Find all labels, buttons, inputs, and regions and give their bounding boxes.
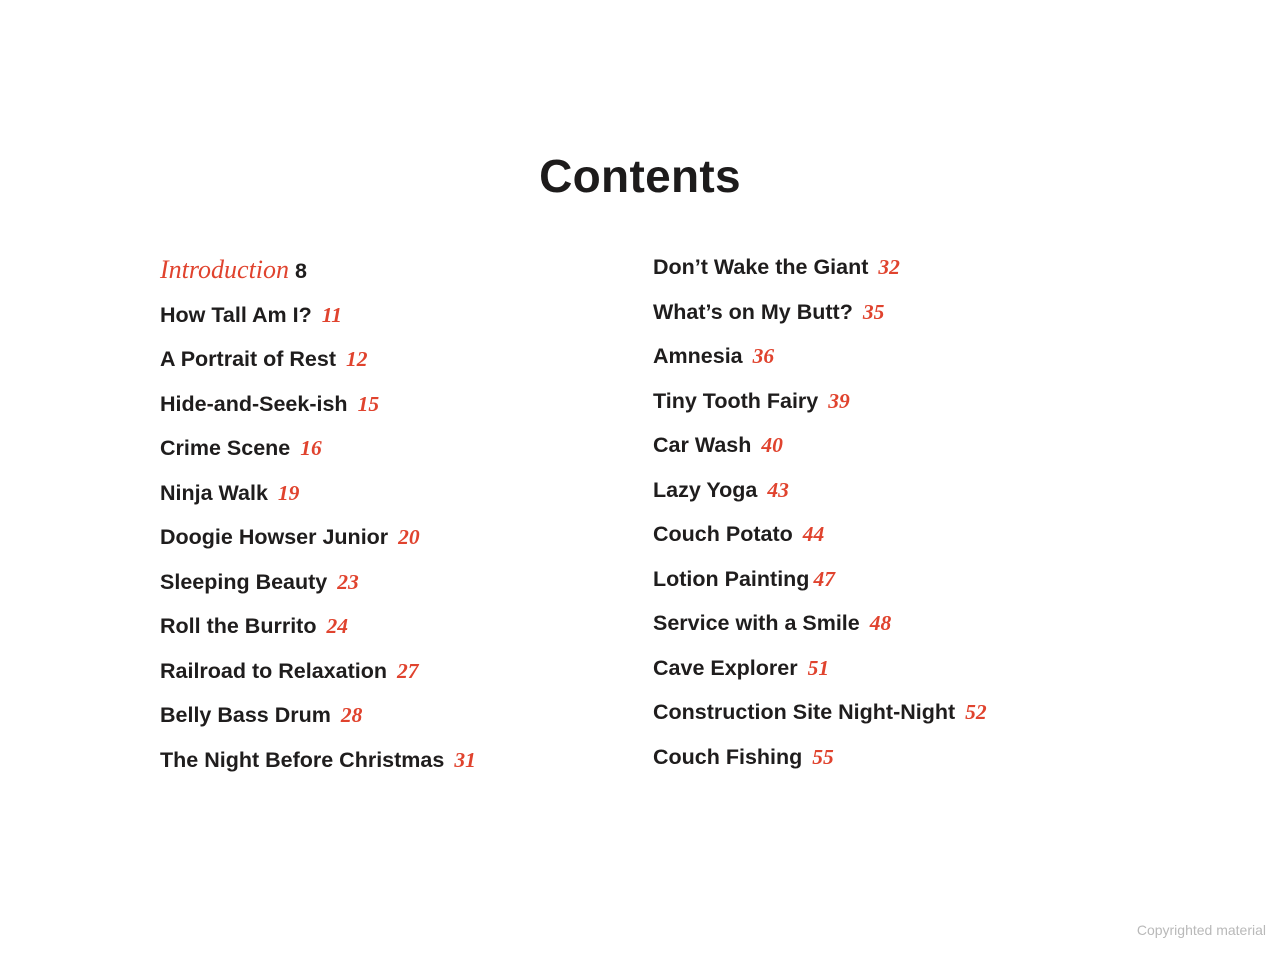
toc-entry-page: 19 (277, 480, 300, 505)
toc-entry (653, 601, 987, 646)
toc-entry (653, 690, 987, 735)
toc-entry-title: Don’t Wake the Giant (653, 255, 869, 279)
toc-entry-page: 27 (396, 658, 419, 683)
copyright-notice: Copyrighted material (1136, 922, 1266, 938)
toc-entry-page: 15 (357, 391, 380, 416)
toc-entry-title: Construction Site Night-Night (653, 700, 956, 724)
toc-entry-page: 51 (807, 655, 830, 680)
toc-entry-title: Couch Fishing (653, 744, 803, 769)
toc-entry (160, 738, 476, 783)
toc-entry-page: 55 (812, 744, 834, 769)
toc-entry (653, 646, 987, 691)
toc-entry-page: 36 (752, 344, 775, 368)
toc-entry-title: The Night Before Christmas (160, 747, 445, 772)
toc-entry-page: 43 (767, 477, 789, 502)
toc-entry-title: Introduction (160, 255, 290, 284)
toc-entry-page: 23 (337, 569, 359, 594)
toc-entry (160, 649, 476, 694)
toc-entry-title: Cave Explorer (653, 655, 798, 680)
toc-entry-title: Lazy Yoga (653, 477, 758, 502)
toc-entry (160, 382, 476, 427)
toc-entry-title: Ninja Walk (160, 480, 268, 505)
toc-entry (653, 423, 987, 468)
toc-entry (653, 557, 987, 602)
toc-entry (160, 604, 476, 649)
toc-entry-title: Roll the Burrito (160, 614, 317, 638)
toc-entry-page: 47 (813, 566, 835, 591)
toc-entry-title: Car Wash (653, 433, 752, 457)
toc-entry-title: Couch Potato (653, 522, 793, 546)
toc-entry-title: Hide-and-Seek-ish (160, 391, 348, 416)
toc-entry-title: Belly Bass Drum (160, 703, 331, 727)
toc-entry (160, 426, 476, 471)
toc-entry (653, 290, 987, 335)
toc-entry-page: 48 (869, 611, 892, 635)
toc-entry (653, 245, 987, 290)
toc-entry-title: Amnesia (653, 344, 743, 368)
toc-entry (653, 735, 987, 780)
toc-entry (653, 379, 987, 424)
toc-entry (653, 334, 987, 379)
toc-entry-page: 52 (965, 700, 987, 724)
toc-entry (160, 515, 476, 560)
toc-entry-title: Crime Scene (160, 436, 291, 460)
toc-entry-title: Service with a Smile (653, 611, 860, 635)
toc-entry (160, 693, 476, 738)
page-title: Contents (539, 150, 741, 202)
toc-entry-page: 12 (345, 347, 368, 371)
toc-entry (160, 471, 476, 516)
toc-entry-title: A Portrait of Rest (160, 347, 336, 371)
toc-entry-title: What’s on My Butt? (653, 299, 853, 324)
toc-entry-page: 16 (300, 436, 322, 460)
toc-entry-page: 8 (295, 259, 307, 283)
toc-column-left (160, 248, 476, 782)
toc-entry-page: 44 (802, 522, 825, 546)
toc-entry (653, 512, 987, 557)
toc-entry-page: 31 (454, 747, 476, 772)
toc-column-right (653, 245, 987, 779)
toc-entry-page: 28 (340, 703, 363, 727)
toc-entry-title: Railroad to Relaxation (160, 658, 387, 683)
toc-entry (653, 468, 987, 513)
toc-entry-title: Lotion Painting (653, 566, 810, 591)
toc-entry-page: 20 (398, 525, 420, 549)
toc-entry-introduction (160, 248, 476, 293)
toc-entry-title: Doogie Howser Junior (160, 525, 389, 549)
toc-entry-title: Tiny Tooth Fairy (653, 388, 819, 413)
toc-entry (160, 560, 476, 605)
toc-entry-page: 32 (878, 255, 900, 279)
toc-entry-page: 35 (862, 299, 885, 324)
toc-entry-title: Sleeping Beauty (160, 569, 328, 594)
toc-entry-page: 40 (761, 433, 783, 457)
toc-entry (160, 337, 476, 382)
toc-entry-page: 24 (326, 614, 348, 638)
toc-entry-page: 11 (321, 302, 343, 327)
toc-entry-page: 39 (828, 388, 850, 413)
toc-entry-title: How Tall Am I? (160, 302, 312, 327)
toc-entry (160, 293, 476, 338)
